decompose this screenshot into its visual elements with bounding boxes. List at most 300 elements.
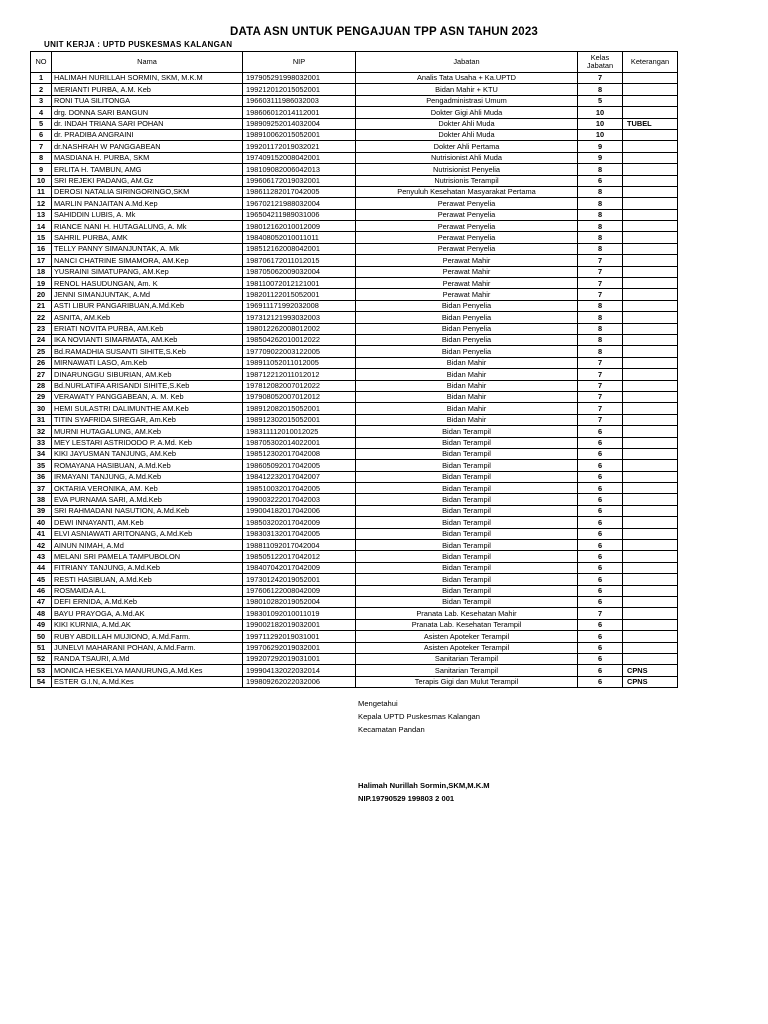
cell-no: 16	[31, 243, 52, 254]
cell-kelas: 7	[578, 391, 623, 402]
cell-nama: MONICA HESKELYA MANURUNG,A.Md.Kes	[52, 665, 243, 676]
cell-kelas: 9	[578, 141, 623, 152]
cell-jabatan: Perawat Penyelia	[356, 209, 578, 220]
cell-nip: 198109082006042013	[243, 164, 356, 175]
cell-keterangan	[623, 448, 678, 459]
cell-nip: 199207292019031001	[243, 653, 356, 664]
cell-keterangan	[623, 551, 678, 562]
cell-nip: 198811092017042004	[243, 540, 356, 551]
cell-jabatan: Dokter Ahli Pertama	[356, 141, 578, 152]
table-row	[31, 471, 678, 482]
cell-keterangan	[623, 414, 678, 425]
cell-keterangan	[623, 574, 678, 585]
cell-kelas: 8	[578, 300, 623, 311]
cell-keterangan	[623, 391, 678, 402]
cell-no: 25	[31, 346, 52, 357]
cell-jabatan: Bidan Terampil	[356, 517, 578, 528]
cell-no: 24	[31, 334, 52, 345]
cell-no: 18	[31, 266, 52, 277]
table-row	[31, 278, 678, 289]
table-row	[31, 95, 678, 106]
table-row	[31, 357, 678, 368]
table-body	[31, 73, 678, 688]
cell-jabatan: Bidan Mahir	[356, 391, 578, 402]
cell-nama: SRI REJEKI PADANG, AM.Gz	[52, 175, 243, 186]
table-row	[31, 266, 678, 277]
cell-nama: MASDIANA H. PURBA, SKM	[52, 152, 243, 163]
cell-kelas: 6	[578, 562, 623, 573]
cell-keterangan	[623, 369, 678, 380]
cell-nama: Bd.NURLATIFA ARISANDI SIHITE,S.Keb	[52, 380, 243, 391]
cell-no: 41	[31, 528, 52, 539]
cell-nama: MURNI HUTAGALUNG, AM.Keb	[52, 426, 243, 437]
table-row	[31, 129, 678, 140]
cell-nip: 199809262022032006	[243, 676, 356, 687]
cell-jabatan: Dokter Ahli Muda	[356, 129, 578, 140]
cell-kelas: 7	[578, 380, 623, 391]
signatory-nip: NIP.19790529 199803 2 001	[358, 794, 455, 803]
cell-jabatan: Bidan Mahir	[356, 414, 578, 425]
cell-no: 40	[31, 517, 52, 528]
cell-kelas: 6	[578, 665, 623, 676]
cell-keterangan	[623, 266, 678, 277]
cell-jabatan: Bidan Terampil	[356, 562, 578, 573]
cell-jabatan: Terapis Gigi dan Mulut Terampil	[356, 676, 578, 687]
cell-kelas: 8	[578, 346, 623, 357]
cell-kelas: 7	[578, 403, 623, 414]
cell-nip: 198912302015052001	[243, 414, 356, 425]
cell-kelas: 9	[578, 152, 623, 163]
cell-nip: 198510032017042005	[243, 483, 356, 494]
signature-block	[358, 697, 480, 736]
header-kelas-line2: Jabatan	[586, 61, 614, 70]
cell-kelas: 6	[578, 460, 623, 471]
cell-nip: 199606172019032001	[243, 175, 356, 186]
cell-kelas: 6	[578, 642, 623, 653]
cell-kelas: 6	[578, 471, 623, 482]
cell-nama: DEWI INNAYANTI, AM.Keb	[52, 517, 243, 528]
signatory-name: Halimah Nurillah Sormin,SKM,M.K.M	[358, 781, 490, 790]
cell-kelas: 6	[578, 653, 623, 664]
cell-jabatan: Asisten Apoteker Terampil	[356, 642, 578, 653]
table-row	[31, 448, 678, 459]
cell-kelas: 8	[578, 323, 623, 334]
table-row	[31, 323, 678, 334]
cell-keterangan	[623, 357, 678, 368]
cell-no: 32	[31, 426, 52, 437]
cell-no: 1	[31, 73, 52, 84]
cell-keterangan	[623, 141, 678, 152]
cell-nama: RUBY ABDILLAH MUJIONO, A.Md.Farm.	[52, 631, 243, 642]
cell-nama: RANDA TSAURI, A.Md	[52, 653, 243, 664]
table-row	[31, 391, 678, 402]
header-keterangan: Keterangan	[623, 52, 678, 73]
table-row	[31, 300, 678, 311]
cell-keterangan	[623, 232, 678, 243]
cell-kelas: 7	[578, 414, 623, 425]
cell-no: 51	[31, 642, 52, 653]
cell-keterangan	[623, 494, 678, 505]
cell-jabatan: Bidan Terampil	[356, 585, 578, 596]
cell-nip: 198606012014112001	[243, 107, 356, 118]
table-row	[31, 221, 678, 232]
cell-jabatan: Perawat Penyelia	[356, 221, 578, 232]
cell-jabatan: Bidan Terampil	[356, 505, 578, 516]
cell-nip: 199003222017042003	[243, 494, 356, 505]
cell-keterangan	[623, 164, 678, 175]
cell-nama: SAHRIL PURBA, AMK	[52, 232, 243, 243]
cell-nama: ASTI LIBUR PANGARIBUAN,A.Md.Keb	[52, 300, 243, 311]
table-row	[31, 84, 678, 95]
cell-nip: 199904132022032014	[243, 665, 356, 676]
table-row	[31, 596, 678, 607]
table-row	[31, 540, 678, 551]
cell-no: 4	[31, 107, 52, 118]
cell-nama: RESTI HASIBUAN, A.Md.Keb	[52, 574, 243, 585]
table-row	[31, 164, 678, 175]
cell-nama: ROSMAIDA A.L	[52, 585, 243, 596]
cell-nama: DINARUNGGU SIBURIAN, AM.Keb	[52, 369, 243, 380]
cell-jabatan: Bidan Penyelia	[356, 346, 578, 357]
cell-jabatan: Bidan Mahir	[356, 380, 578, 391]
cell-no: 3	[31, 95, 52, 106]
cell-jabatan: Perawat Mahir	[356, 255, 578, 266]
cell-jabatan: Pranata Lab. Kesehatan Mahir	[356, 608, 578, 619]
cell-no: 28	[31, 380, 52, 391]
table-row	[31, 426, 678, 437]
table-row	[31, 243, 678, 254]
cell-nama: JENNI SIMANJUNTAK, A.Md	[52, 289, 243, 300]
cell-keterangan	[623, 505, 678, 516]
cell-jabatan: Bidan Penyelia	[356, 300, 578, 311]
cell-nama: VERAWATY PANGGABEAN, A. M. Keb	[52, 391, 243, 402]
table-row	[31, 551, 678, 562]
cell-keterangan	[623, 653, 678, 664]
cell-kelas: 10	[578, 129, 623, 140]
cell-keterangan	[623, 186, 678, 197]
cell-nama: NANCI CHATRINE SIMAMORA, AM.Kep	[52, 255, 243, 266]
cell-kelas: 8	[578, 232, 623, 243]
table-row	[31, 562, 678, 573]
cell-kelas: 6	[578, 619, 623, 630]
cell-keterangan	[623, 323, 678, 334]
table-row	[31, 346, 678, 357]
cell-nama: YUSRAINI SIMATUPANG, AM.Kep	[52, 266, 243, 277]
cell-nama: TELLY PANNY SIMANJUNTAK, A. Mk	[52, 243, 243, 254]
cell-nip: 198505122017042012	[243, 551, 356, 562]
table-row	[31, 403, 678, 414]
table-row	[31, 619, 678, 630]
cell-no: 29	[31, 391, 52, 402]
table-row	[31, 517, 678, 528]
cell-nama: SAHIDDIN LUBIS, A. Mk	[52, 209, 243, 220]
cell-nip: 197409152008042001	[243, 152, 356, 163]
cell-nip: 198705302014022001	[243, 437, 356, 448]
cell-keterangan	[623, 255, 678, 266]
cell-kelas: 6	[578, 596, 623, 607]
cell-nama: BAYU PRAYOGA, A.Md.AK	[52, 608, 243, 619]
cell-nip: 197606122008042009	[243, 585, 356, 596]
cell-no: 33	[31, 437, 52, 448]
cell-nip: 197301242019052001	[243, 574, 356, 585]
cell-kelas: 8	[578, 164, 623, 175]
cell-keterangan	[623, 540, 678, 551]
cell-jabatan: Nutrisionist Ahli Muda	[356, 152, 578, 163]
table-row	[31, 494, 678, 505]
cell-no: 30	[31, 403, 52, 414]
cell-keterangan	[623, 346, 678, 357]
cell-kelas: 6	[578, 574, 623, 585]
cell-kelas: 8	[578, 243, 623, 254]
table-row	[31, 118, 678, 129]
cell-kelas: 6	[578, 631, 623, 642]
cell-nama: IRMAYANI TANJUNG, A.Md.Keb	[52, 471, 243, 482]
cell-nip: 198712212011012012	[243, 369, 356, 380]
cell-nip: 199002182019032001	[243, 619, 356, 630]
table-row	[31, 437, 678, 448]
cell-nip: 198110072012121001	[243, 278, 356, 289]
cell-nip: 197709022003122005	[243, 346, 356, 357]
cell-no: 31	[31, 414, 52, 425]
cell-nip: 198912082015052001	[243, 403, 356, 414]
cell-keterangan	[623, 334, 678, 345]
cell-jabatan: Bidan Mahir	[356, 357, 578, 368]
cell-nama: FITRIANY TANJUNG, A.Md.Keb	[52, 562, 243, 573]
cell-kelas: 6	[578, 585, 623, 596]
cell-nama: HEMI SULASTRI DALIMUNTHE AM.Keb	[52, 403, 243, 414]
cell-no: 10	[31, 175, 52, 186]
table-row	[31, 334, 678, 345]
cell-jabatan: Bidan Terampil	[356, 448, 578, 459]
cell-nama: DEROSI NATALIA SIRINGORINGO,SKM	[52, 186, 243, 197]
cell-nama: IKA NOVIANTI SIMARMATA, AM.Keb	[52, 334, 243, 345]
cell-keterangan: TUBEL	[623, 118, 678, 129]
cell-kelas: 6	[578, 505, 623, 516]
cell-no: 37	[31, 483, 52, 494]
cell-nip: 197812082007012022	[243, 380, 356, 391]
cell-no: 9	[31, 164, 52, 175]
cell-kelas: 8	[578, 209, 623, 220]
cell-no: 15	[31, 232, 52, 243]
cell-nip: 198412232017042007	[243, 471, 356, 482]
cell-no: 38	[31, 494, 52, 505]
cell-kelas: 8	[578, 334, 623, 345]
cell-jabatan: Bidan Terampil	[356, 460, 578, 471]
cell-kelas: 8	[578, 198, 623, 209]
cell-keterangan	[623, 619, 678, 630]
cell-nama: ROMAYANA HASIBUAN, A.Md.Keb	[52, 460, 243, 471]
cell-nip: 199706292019032001	[243, 642, 356, 653]
asn-table	[30, 51, 678, 688]
cell-keterangan	[623, 608, 678, 619]
cell-nama: MIRNAWATI LASO, Am.Keb	[52, 357, 243, 368]
cell-jabatan: Perawat Penyelia	[356, 232, 578, 243]
cell-nip: 198408052010011011	[243, 232, 356, 243]
cell-no: 23	[31, 323, 52, 334]
cell-no: 6	[31, 129, 52, 140]
cell-nip: 197908052007012012	[243, 391, 356, 402]
cell-kelas: 6	[578, 175, 623, 186]
cell-nama: HALIMAH NURILLAH SORMIN, SKM, M.K.M	[52, 73, 243, 84]
cell-jabatan: Penyuluh Kesehatan Masyarakat Pertama	[356, 186, 578, 197]
table-row	[31, 152, 678, 163]
cell-keterangan	[623, 243, 678, 254]
cell-nip: 199711292019031001	[243, 631, 356, 642]
table-row	[31, 574, 678, 585]
cell-jabatan: Bidan Terampil	[356, 574, 578, 585]
cell-jabatan: Pranata Lab. Kesehatan Terampil	[356, 619, 578, 630]
cell-keterangan	[623, 300, 678, 311]
table-row	[31, 73, 678, 84]
cell-jabatan: Bidan Mahir	[356, 369, 578, 380]
cell-nip: 198909252014032004	[243, 118, 356, 129]
table-row	[31, 369, 678, 380]
cell-kelas: 7	[578, 73, 623, 84]
cell-keterangan	[623, 471, 678, 482]
cell-no: 43	[31, 551, 52, 562]
table-row	[31, 585, 678, 596]
cell-no: 50	[31, 631, 52, 642]
cell-nip: 198012262008012002	[243, 323, 356, 334]
cell-keterangan	[623, 403, 678, 414]
cell-jabatan: Asisten Apoteker Terampil	[356, 631, 578, 642]
cell-kelas: 10	[578, 107, 623, 118]
table-row	[31, 608, 678, 619]
cell-no: 49	[31, 619, 52, 630]
unit-kerja: UNIT KERJA : UPTD PUSKESMAS KALANGAN	[44, 40, 233, 49]
table-row	[31, 460, 678, 471]
cell-nip: 198706172011012015	[243, 255, 356, 266]
cell-jabatan: Bidan Terampil	[356, 483, 578, 494]
cell-nama: AINUN NIMAH, A.Md	[52, 540, 243, 551]
cell-no: 53	[31, 665, 52, 676]
cell-jabatan: Analis Tata Usaha + Ka.UPTD	[356, 73, 578, 84]
cell-no: 27	[31, 369, 52, 380]
cell-jabatan: Bidan Penyelia	[356, 334, 578, 345]
cell-no: 44	[31, 562, 52, 573]
table-row	[31, 483, 678, 494]
cell-nama: ERIATI NOVITA PURBA, AM.Keb	[52, 323, 243, 334]
cell-keterangan: CPNS	[623, 676, 678, 687]
cell-nip: 198611282017042005	[243, 186, 356, 197]
cell-keterangan	[623, 312, 678, 323]
cell-kelas: 6	[578, 483, 623, 494]
cell-nama: drg. DONNA SARI BANGUN	[52, 107, 243, 118]
cell-nama: dr.NASHRAH W PANGGABEAN	[52, 141, 243, 152]
cell-kelas: 6	[578, 676, 623, 687]
cell-nip: 198012162010012009	[243, 221, 356, 232]
cell-kelas: 6	[578, 551, 623, 562]
cell-nip: 198303132017042005	[243, 528, 356, 539]
table-row	[31, 198, 678, 209]
cell-keterangan	[623, 528, 678, 539]
cell-nama: OKTARIA VERONIKA, AM. Keb	[52, 483, 243, 494]
table-row	[31, 175, 678, 186]
table-row	[31, 255, 678, 266]
cell-jabatan: Sanitarian Terampil	[356, 665, 578, 676]
header-nip: NIP	[243, 52, 356, 73]
header-kelas-jabatan	[578, 52, 623, 73]
cell-keterangan	[623, 437, 678, 448]
cell-jabatan: Bidan Terampil	[356, 596, 578, 607]
cell-no: 17	[31, 255, 52, 266]
cell-kelas: 7	[578, 608, 623, 619]
cell-jabatan: Bidan Terampil	[356, 426, 578, 437]
cell-nip: 199201172019032021	[243, 141, 356, 152]
table-row	[31, 232, 678, 243]
cell-nama: SRI RAHMADANI NASUTION, A.Md.Keb	[52, 505, 243, 516]
cell-nama: ELVI ASNIAWATI ARITONANG, A.Md.Keb	[52, 528, 243, 539]
table-row	[31, 642, 678, 653]
cell-nama: MERIANTI PURBA, A.M. Keb	[52, 84, 243, 95]
cell-jabatan: Bidan Terampil	[356, 494, 578, 505]
cell-nip: 198311112010012025	[243, 426, 356, 437]
cell-nama: dr. PRADIBA ANGRAINI	[52, 129, 243, 140]
cell-jabatan: Bidan Terampil	[356, 437, 578, 448]
cell-kelas: 6	[578, 426, 623, 437]
cell-kelas: 6	[578, 540, 623, 551]
cell-nip: 198301092010011019	[243, 608, 356, 619]
cell-nip: 199004182017042006	[243, 505, 356, 516]
cell-kelas: 8	[578, 221, 623, 232]
cell-nip: 198504262010012022	[243, 334, 356, 345]
cell-nip: 198910062015052001	[243, 129, 356, 140]
cell-no: 26	[31, 357, 52, 368]
cell-jabatan: Bidan Mahir	[356, 403, 578, 414]
cell-no: 36	[31, 471, 52, 482]
cell-nip: 198605092017042005	[243, 460, 356, 471]
table-row	[31, 653, 678, 664]
table-row	[31, 209, 678, 220]
table-row	[31, 289, 678, 300]
cell-no: 45	[31, 574, 52, 585]
cell-jabatan: Nutrisionist Penyelia	[356, 164, 578, 175]
cell-no: 5	[31, 118, 52, 129]
table-row	[31, 312, 678, 323]
cell-keterangan	[623, 585, 678, 596]
cell-no: 19	[31, 278, 52, 289]
cell-no: 54	[31, 676, 52, 687]
document-title: DATA ASN UNTUK PENGAJUAN TPP ASN TAHUN 2023	[229, 26, 539, 38]
table-row	[31, 665, 678, 676]
cell-nama: MARLIN PANJAITAN A.Md.Kep	[52, 198, 243, 209]
cell-nip: 199212012015052001	[243, 84, 356, 95]
cell-kelas: 7	[578, 369, 623, 380]
cell-keterangan	[623, 175, 678, 186]
signatory	[358, 779, 490, 805]
cell-no: 11	[31, 186, 52, 197]
cell-kelas: 6	[578, 517, 623, 528]
cell-nip: 198512162008042001	[243, 243, 356, 254]
cell-keterangan	[623, 631, 678, 642]
cell-keterangan	[623, 107, 678, 118]
table-row	[31, 141, 678, 152]
cell-nama: RONI TUA SILITONGA	[52, 95, 243, 106]
cell-nip: 198503202017042009	[243, 517, 356, 528]
cell-jabatan: Dokter Ahli Muda	[356, 118, 578, 129]
header-jabatan: Jabatan	[356, 52, 578, 73]
cell-kelas: 8	[578, 186, 623, 197]
cell-nip: 196911171992032008	[243, 300, 356, 311]
cell-no: 13	[31, 209, 52, 220]
cell-jabatan: Perawat Mahir	[356, 278, 578, 289]
cell-keterangan	[623, 198, 678, 209]
cell-no: 20	[31, 289, 52, 300]
cell-keterangan	[623, 95, 678, 106]
table-row	[31, 528, 678, 539]
cell-nama: ERLITA H. TAMBUN, AMG	[52, 164, 243, 175]
cell-keterangan	[623, 84, 678, 95]
